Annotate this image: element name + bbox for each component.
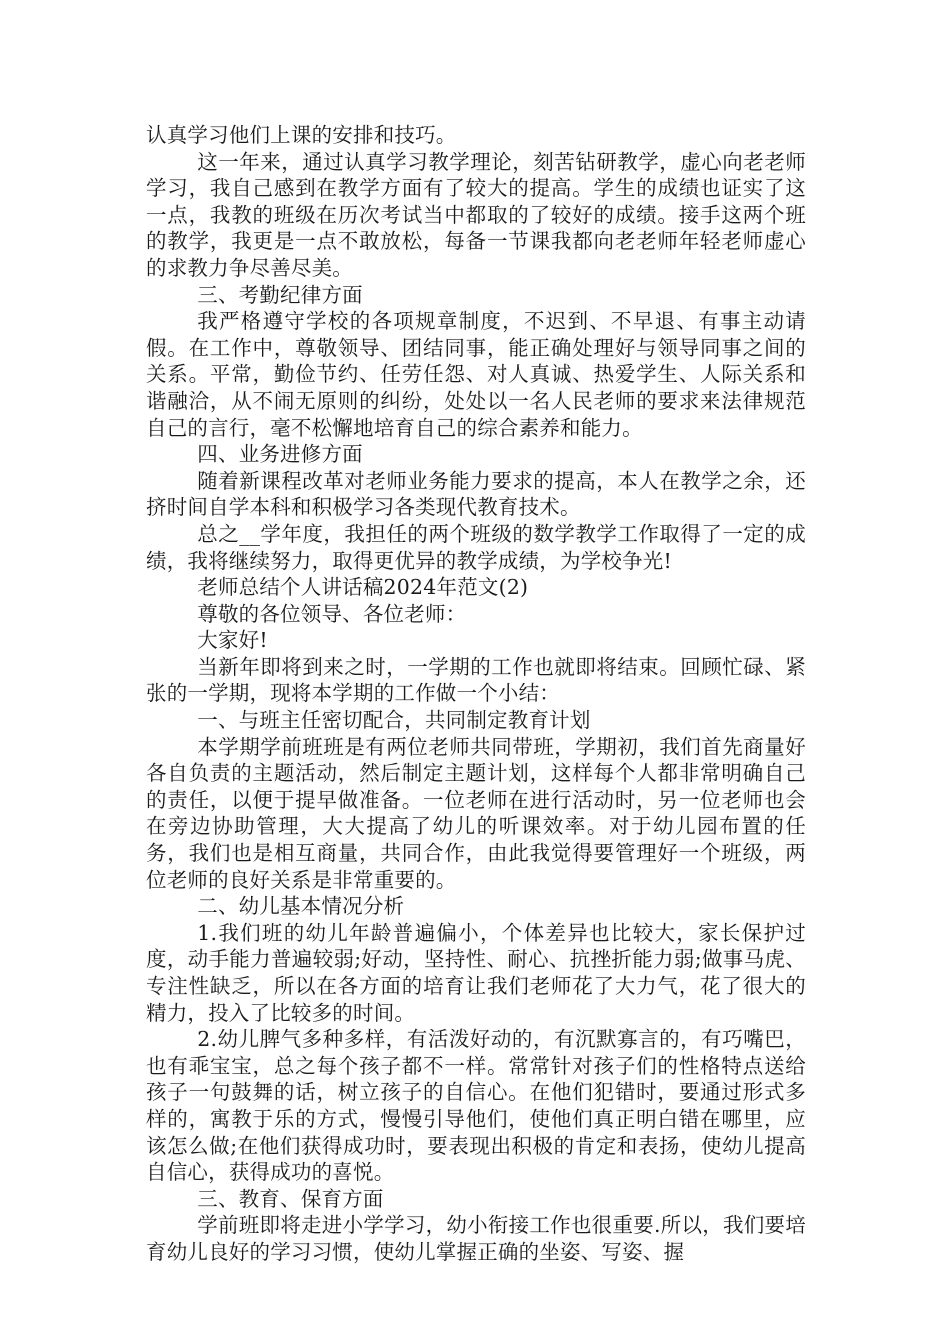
salutation: 尊敬的各位领导、各位老师： — [197, 601, 467, 626]
document-body — [146, 122, 806, 1266]
greeting: 大家好! — [197, 628, 268, 653]
paragraph: 我严格遵守学校的各项规章制度，不迟到、不早退、有事主动请假。在工作中，尊敬领导、团结同事，能正确处理好与领导同事之间的关系。平常，勤俭节约、任劳任怨、对人真诚、热爱学生、人际关系和谐融洽，从不闹无原则的纠纷，处处以一名人民老师的要求来法律规范自己的言行，毫不松懈地培育自己的综合素养和能力。 — [146, 309, 806, 440]
paragraph: 2.幼儿脾气多种多样，有活泼好动的，有沉默寡言的，有巧嘴巴，也有乖宝宝，总之每个孩子都不一样。常常针对孩子们的性格特点送给孩子一句鼓舞的话，树立孩子的自信心。在他们犯错时，要通过形式多样的，寓教于乐的方式，慢慢引导他们，使他们真正明白错在哪里，应该怎么做;在他们获得成功时，要表现出积极的肯定和表扬，使幼儿提高自信心，获得成功的喜悦。 — [146, 1027, 806, 1185]
section-heading: 四、业务进修方面 — [197, 442, 363, 467]
section-heading: 三、考勤纪律方面 — [197, 282, 363, 307]
paragraph: 学前班即将走进小学学习，幼小衔接工作也很重要.所以，我们要培育幼儿良好的学习习惯，使幼儿掌握正确的坐姿、写姿、握 — [146, 1213, 806, 1264]
document-title: 老师总结个人讲话稿2024年范文(2) — [197, 575, 529, 600]
paragraph: 认真学习他们上课的安排和技巧。 — [146, 123, 457, 147]
paragraph: 这一年来，通过认真学习教学理论，刻苦钻研教学，虚心向老老师学习，我自己感到在教学方面有了较大的提高。学生的成绩也证实了这一点，我教的班级在历次考试当中都取的了较好的成绩。接手这两个班的教学，我更是一点不敢放松，每备一节课我都向老老师年轻老师虚心的求教力争尽善尽美。 — [146, 149, 806, 280]
section-heading: 一、与班主任密切配合，共同制定教育计划 — [197, 708, 591, 733]
paragraph: 总之__学年度，我担任的两个班级的数学教学工作取得了一定的成绩，我将继续努力，取得更优异的教学成绩，为学校争光! — [146, 521, 806, 573]
paragraph: 当新年即将到来之时，一学期的工作也就即将结束。回顾忙碌、紧张的一学期，现将本学期的工作做一个小结： — [146, 654, 806, 706]
paragraph: 本学期学前班班是有两位老师共同带班，学期初，我们首先商量好各自负责的主题活动，然后制定主题计划，这样每个人都非常明确自己的责任，以便于提早做准备。一位老师在进行活动时，另一位老师也会在旁边协助管理，大大提高了幼儿的听课效率。对于幼儿园布置的任务，我们也是相互商量，共同合作，由此我觉得要管理好一个班级，两位老师的良好关系是非常重要的。 — [146, 734, 806, 892]
section-heading: 二、幼儿基本情况分析 — [197, 894, 405, 919]
paragraph: 随着新课程改革对老师业务能力要求的提高，本人在教学之余，还挤时间自学本科和积极学习各类现代教育技术。 — [146, 468, 806, 520]
section-heading: 三、教育、保育方面 — [197, 1186, 384, 1211]
paragraph: 1.我们班的幼儿年龄普遍偏小，个体差异也比较大，家长保护过度，动手能力普遍较弱;好动，坚持性、耐心、抗挫折能力弱;做事马虎、专注性缺乏，所以在各方面的培育让我们老师花了大力气，花了很大的精力，投入了比较多的时间。 — [146, 920, 806, 1025]
